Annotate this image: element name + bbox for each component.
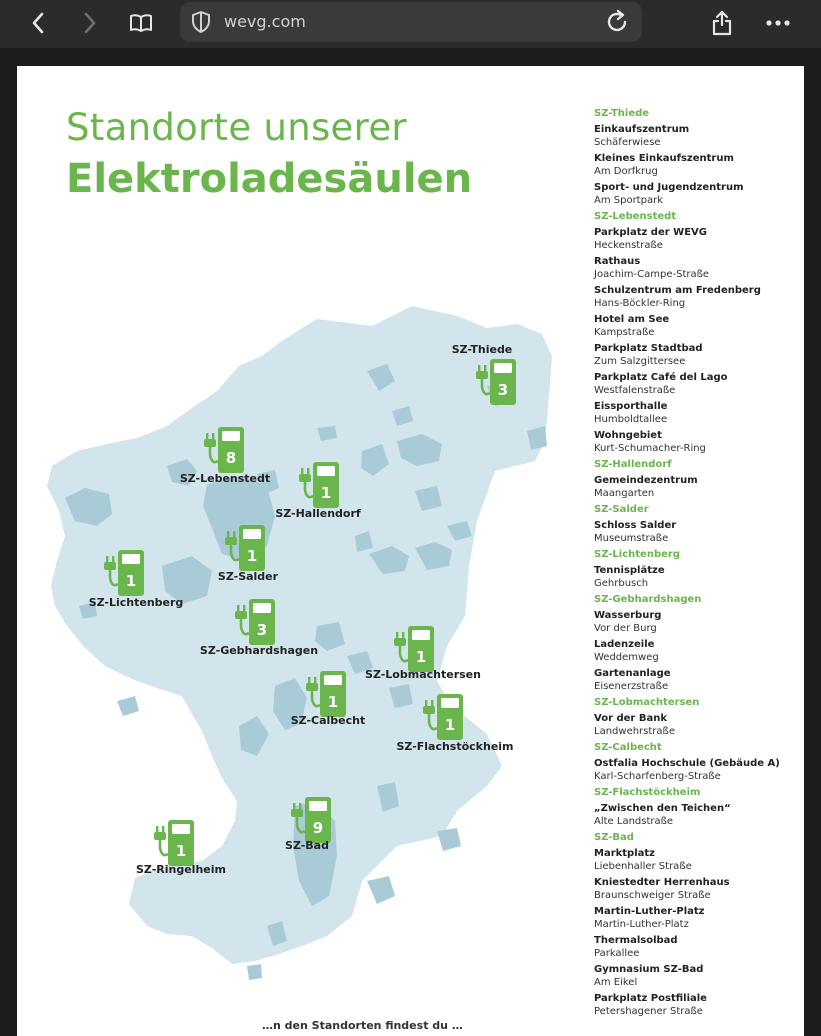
legend-location-name: Vor der Bank (594, 713, 667, 724)
legend-district: SZ-Hallendorf (594, 459, 672, 470)
shield-icon (190, 10, 212, 34)
legend-location-name: Marktplatz (594, 848, 655, 859)
legend-location-street: Petershagener Straße (594, 1006, 703, 1017)
legend-location-name: Gartenanlage (594, 668, 671, 679)
legend-location-name: Parkplatz Café del Lago (594, 372, 728, 383)
station-count: 3 (497, 381, 509, 399)
reload-icon[interactable] (606, 9, 630, 35)
legend-location-street: Schäferwiese (594, 137, 661, 148)
footer-partial-text: …n den Standorten findest du … (262, 1019, 463, 1032)
legend-location-street: Joachim-Campe-Straße (594, 269, 710, 280)
legend-location-name: Ostfalia Hochschule (Gebäude A) (594, 758, 780, 769)
legend-location-name: „Zwischen den Teichen“ (594, 803, 731, 814)
legend-location-street: Eisenerzstraße (594, 681, 669, 692)
legend-district: SZ-Calbecht (594, 742, 662, 753)
legend-location-street: Zum Salzgittersee (594, 356, 686, 367)
legend-location-street: Westfalenstraße (594, 385, 676, 396)
legend-location-street: Alte Landstraße (594, 816, 674, 827)
station-count: 1 (444, 716, 456, 734)
legend-location-street: Kurt-Schumacher-Ring (594, 443, 706, 454)
legend-location-street: Kampstraße (594, 327, 655, 338)
station-count: 8 (225, 449, 237, 467)
legend-location-street: Maangarten (594, 488, 655, 499)
legend-location-street: Gehrbusch (594, 578, 649, 589)
page-title-line2: Elektroladesäulen (66, 156, 473, 202)
station-count: 1 (125, 572, 137, 590)
legend-location-name: Gymnasium SZ-Bad (594, 964, 704, 975)
station-count: 1 (175, 842, 187, 860)
page-title-line1: Standorte unserer (66, 106, 407, 149)
legend-location-street: Heckenstraße (594, 240, 663, 251)
chevron-right-icon (83, 12, 97, 34)
legend-district: SZ-Thiede (594, 108, 650, 119)
legend-location-name: Ladenzeile (594, 639, 655, 650)
station-pin-sz-gebhardshagen[interactable] (229, 595, 279, 649)
legend-location-street: Hans-Böckler-Ring (594, 298, 686, 309)
station-label-sz-hallendorf: SZ-Hallendorf (275, 507, 361, 520)
legend-location-street: Parkallee (594, 948, 640, 959)
legend-location-street: Landwehrstraße (594, 726, 675, 737)
station-pin-sz-thiede[interactable] (470, 355, 520, 409)
station-pin-sz-flachstoeckheim[interactable] (417, 690, 467, 744)
station-pin-sz-lebenstedt[interactable] (198, 423, 248, 477)
station-pin-sz-lichtenberg[interactable] (98, 546, 148, 600)
legend-location-street: Weddemweg (594, 652, 659, 663)
legend-location-street: Braunschweiger Straße (594, 890, 711, 901)
legend-location-name: Schloss Salder (594, 520, 677, 531)
share-button[interactable] (706, 8, 738, 38)
station-count: 1 (415, 648, 427, 666)
address-bar[interactable] (180, 2, 642, 42)
legend-location-name: Hotel am See (594, 314, 670, 325)
station-count: 1 (246, 547, 258, 565)
legend-location-street: Am Eikel (594, 977, 638, 988)
station-count: 1 (327, 693, 339, 711)
legend-location-name: Tennisplätze (594, 565, 665, 576)
legend-location-street: Karl-Scharfenberg-Straße (594, 771, 721, 782)
legend-location-street: Martin-Luther-Platz (594, 919, 689, 930)
station-label-sz-lobmachtersen: SZ-Lobmachtersen (365, 668, 481, 681)
station-count: 9 (312, 819, 324, 837)
station-pin-sz-ringelheim[interactable] (148, 816, 198, 870)
station-label-sz-ringelheim: SZ-Ringelheim (136, 863, 226, 876)
legend-location-street: Am Sportpark (594, 195, 663, 206)
legend-location-name: Schulzentrum am Fredenberg (594, 285, 761, 296)
legend-district: SZ-Gebhardshagen (594, 594, 702, 605)
back-button[interactable] (22, 8, 54, 38)
station-label-sz-calbecht: SZ-Calbecht (290, 714, 366, 727)
legend-location-name: Parkplatz Stadtbad (594, 343, 703, 354)
legend-location-name: Kniestedter Herrenhaus (594, 877, 730, 888)
legend-location-name: Rathaus (594, 256, 641, 267)
location-legend (594, 107, 799, 1018)
station-label-sz-salder: SZ-Salder (217, 570, 279, 583)
station-label-sz-thiede: SZ-Thiede (451, 343, 513, 356)
legend-district: SZ-Lichtenberg (594, 549, 680, 560)
station-count: 3 (256, 621, 268, 639)
station-label-sz-lichtenberg: SZ-Lichtenberg (88, 596, 184, 609)
legend-district: SZ-Salder (594, 504, 649, 515)
legend-location-name: Parkplatz der WEVG (594, 227, 707, 238)
legend-location-name: Kleines Einkaufszentrum (594, 153, 734, 164)
legend-district: SZ-Flachstöckheim (594, 787, 701, 798)
legend-location-name: Einkaufszentrum (594, 124, 690, 135)
station-label-sz-lebenstedt: SZ-Lebenstedt (179, 472, 271, 485)
legend-location-name: Eissporthalle (594, 401, 668, 412)
station-count: 1 (320, 484, 332, 502)
legend-district: SZ-Bad (594, 832, 634, 843)
station-label-sz-bad: SZ-Bad (285, 839, 329, 852)
legend-location-name: Martin-Luther-Platz (594, 906, 705, 917)
legend-location-name: Sport- und Jugendzentrum (594, 182, 744, 193)
station-pin-sz-salder[interactable] (219, 521, 269, 575)
more-dots-icon (765, 19, 791, 27)
legend-location-name: Wohngebiet (594, 430, 662, 441)
legend-location-name: Parkplatz Postfiliale (594, 993, 707, 1004)
station-pin-sz-hallendorf[interactable] (293, 458, 343, 512)
legend-location-street: Museumstraße (594, 533, 669, 544)
chevron-left-icon (31, 12, 45, 34)
bookmarks-button[interactable] (125, 8, 157, 38)
legend-district: SZ-Lebenstedt (594, 211, 677, 222)
station-label-sz-gebhardshagen: SZ-Gebhardshagen (199, 644, 319, 657)
legend-location-street: Vor der Burg (594, 623, 657, 634)
station-label-sz-flachstoeckheim: SZ-Flachstöckheim (396, 740, 514, 753)
legend-location-street: Am Dorfkrug (594, 166, 658, 177)
browser-toolbar (0, 0, 821, 48)
legend-location-street: Liebenhaller Straße (594, 861, 692, 872)
url-text: wevg.com (224, 12, 306, 31)
legend-district: SZ-Lobmachtersen (594, 697, 700, 708)
legend-location-name: Thermalsolbad (594, 935, 678, 946)
legend-location-name: Gemeindezentrum (594, 475, 698, 486)
legend-location-street: Humboldtallee (594, 414, 668, 425)
share-icon (711, 10, 733, 36)
legend-location-name: Wasserburg (594, 610, 662, 621)
more-button[interactable] (762, 8, 794, 38)
forward-button[interactable] (74, 8, 106, 38)
book-icon (129, 13, 153, 33)
web-page (17, 66, 804, 1036)
station-pin-sz-calbecht[interactable] (300, 667, 350, 721)
